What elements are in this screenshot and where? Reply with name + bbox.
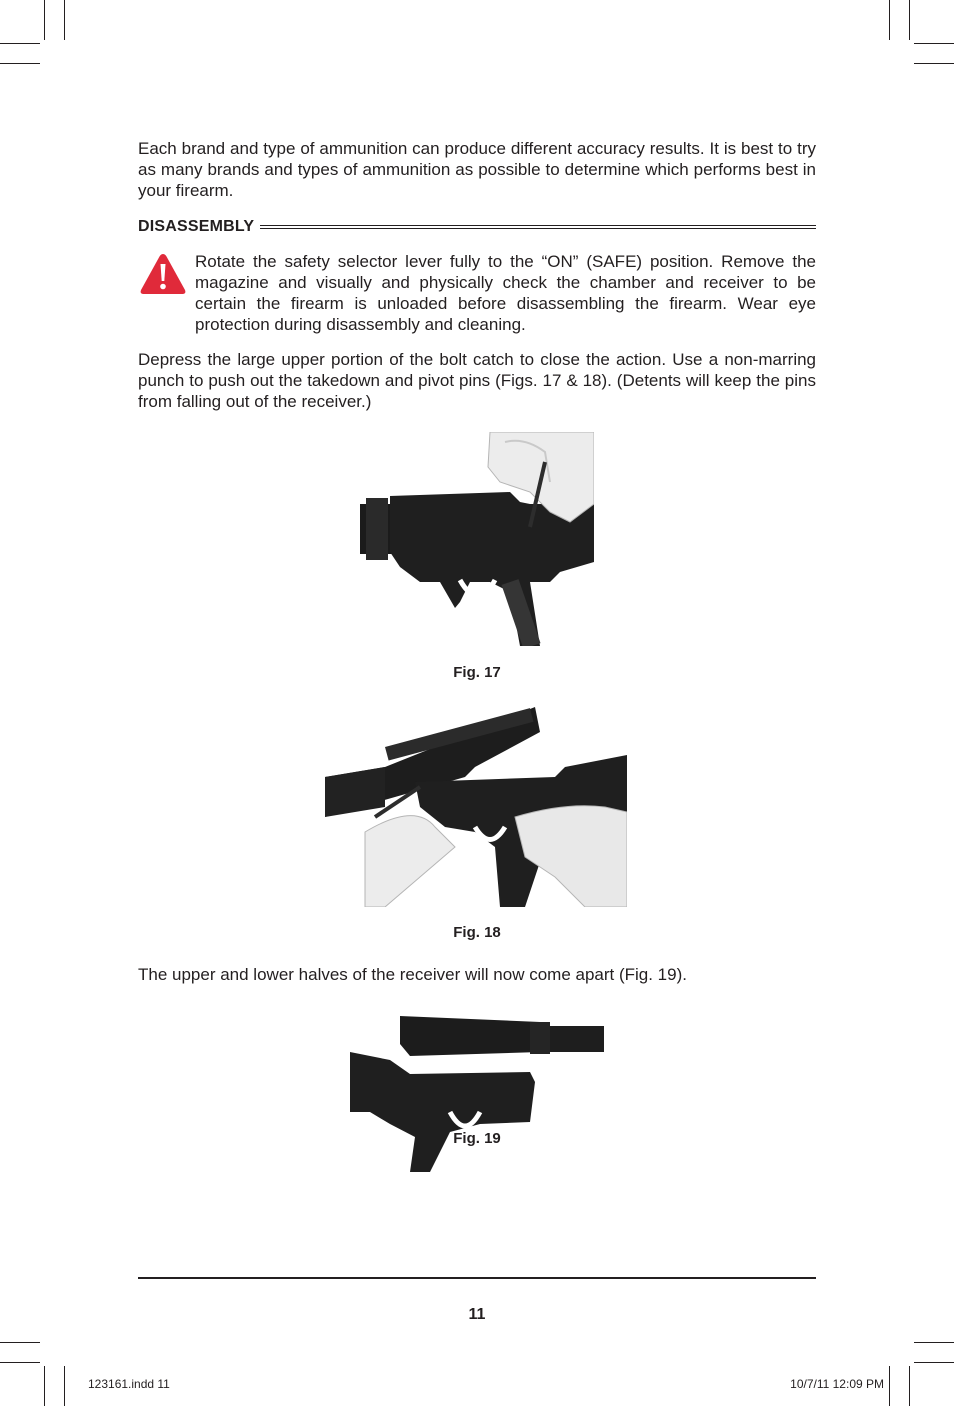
crop-mark [64, 0, 65, 40]
crop-mark [909, 0, 910, 40]
crop-mark [914, 63, 954, 64]
slug-left: 123161.indd 11 [88, 1377, 170, 1391]
footer-rule [138, 1277, 816, 1279]
section-heading-row [138, 216, 816, 238]
crop-mark [44, 0, 45, 40]
page-number: 11 [468, 1306, 486, 1323]
crop-mark [909, 1366, 910, 1406]
slug-right: 10/7/11 12:09 PM [790, 1377, 884, 1391]
crop-mark [0, 1362, 40, 1363]
crop-mark [0, 43, 40, 44]
crop-mark [889, 0, 890, 40]
figure-17-photo [360, 432, 594, 646]
crop-mark [64, 1366, 65, 1406]
figure-19-photo [350, 1012, 604, 1172]
instruction-paragraph: Depress the large upper portion of the bolt catch to close the action. Use a non-marring punch to push out the takedown and pivot pins (Figs. 17 & 18). (Detents will keep the pins from falling out of the receiver.) [138, 350, 816, 411]
crop-mark [914, 43, 954, 44]
crop-mark [889, 1366, 890, 1406]
crop-mark [0, 63, 40, 64]
figure-18-photo [325, 707, 627, 907]
figure-17-caption: Fig. 17 [453, 664, 501, 681]
after-paragraph: The upper and lower halves of the receiver will now come apart (Fig. 19). [138, 965, 687, 984]
warning-text: Rotate the safety selector lever fully to the “ON” (SAFE) position. Remove the magazine and visually and physically check the chamber and receiver to be certain the firearm is unloaded before disassembling the firearm. Wear eye protection during disassembly and cleaning. [195, 252, 816, 334]
crop-mark [0, 1342, 40, 1343]
crop-mark [44, 1366, 45, 1406]
figure-19-caption: Fig. 19 [453, 1130, 501, 1147]
crop-mark [914, 1342, 954, 1343]
heading-rule [260, 225, 816, 229]
crop-mark [914, 1362, 954, 1363]
figure-18-caption: Fig. 18 [453, 924, 501, 941]
section-heading: DISASSEMBLY [138, 218, 255, 235]
intro-paragraph: Each brand and type of ammunition can produce different accuracy results. It is best to try as many brands and types of ammunition as possible to determine which performs best in your firearm. [138, 139, 816, 200]
warning-triangle-icon [139, 252, 187, 296]
